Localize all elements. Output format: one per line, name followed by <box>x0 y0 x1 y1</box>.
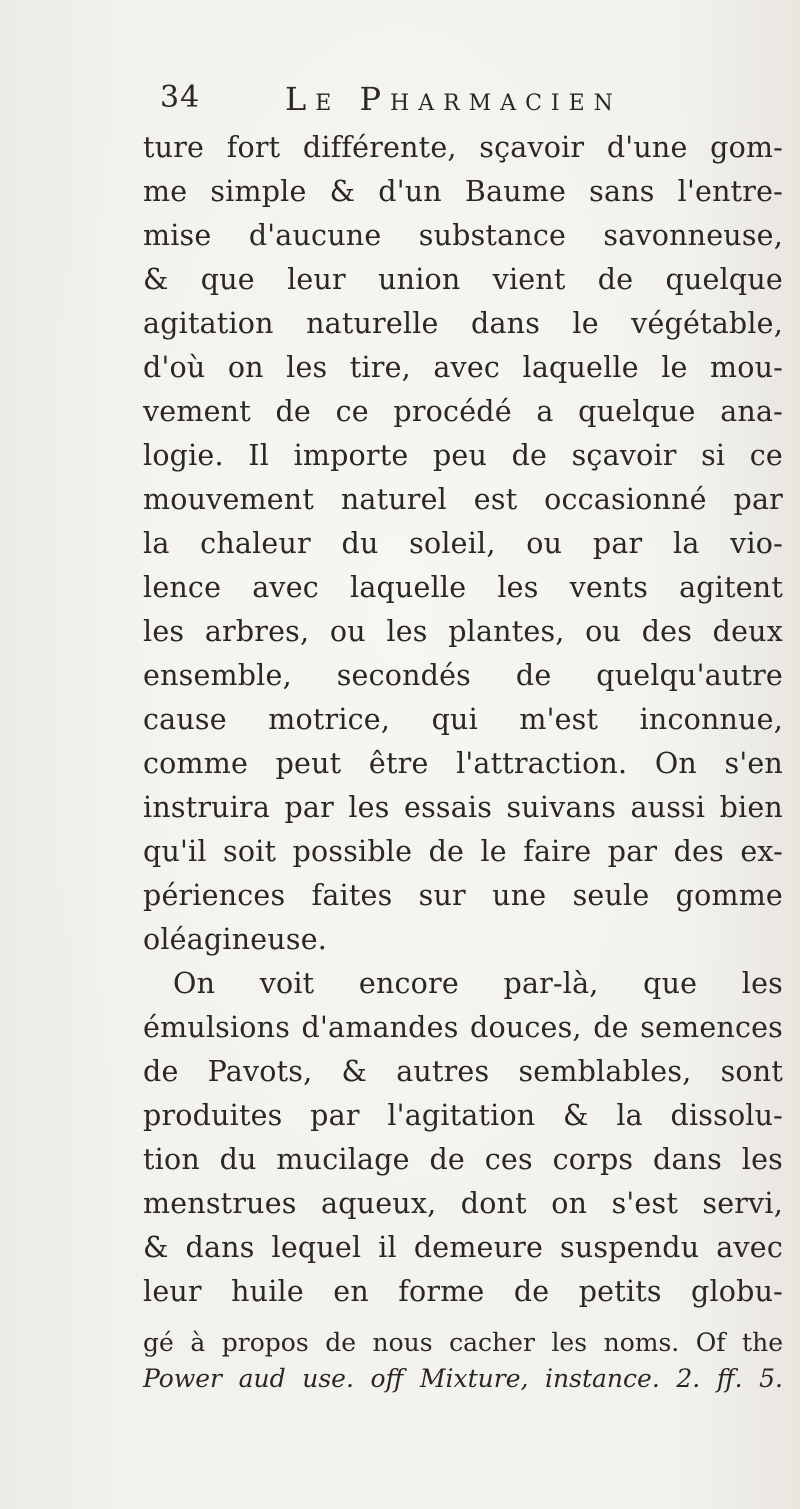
text-line: périences faites sur une seule gomme <box>143 879 783 912</box>
text-line: lence avec laquelle les vents agitent <box>143 571 783 604</box>
text-line: comme peut être l'attraction. On s'en <box>143 747 783 780</box>
text-line: d'où on les tire, avec laquelle le mou- <box>143 351 783 384</box>
text-line: menstrues aqueux, dont on s'est servi, <box>143 1187 783 1220</box>
paragraph-1 <box>143 126 783 962</box>
text-line: vement de ce procédé a quelque ana- <box>143 395 783 428</box>
text-line: & dans lequel il demeure suspendu avec <box>143 1231 783 1264</box>
text-line: produites par l'agitation & la dissolu- <box>143 1099 783 1132</box>
text-line: mise d'aucune substance savonneuse, <box>143 219 783 252</box>
text-line: de Pavots, & autres semblables, sont <box>143 1055 783 1088</box>
text-line: & que leur union vient de quelque <box>143 263 783 296</box>
paragraph-2 <box>143 962 783 1314</box>
text-line: On voit encore par-là, que les <box>173 967 783 1000</box>
text-line: émulsions d'amandes douces, de semences <box>143 1011 783 1044</box>
text-line: ture fort différente, sçavoir d'une gom- <box>143 131 783 164</box>
text-line: leur huile en forme de petits globu- <box>143 1275 783 1308</box>
text-line: ensemble, secondés de quelqu'autre <box>143 659 783 692</box>
running-head: Le Pharmacien <box>285 80 622 118</box>
body-text <box>143 126 783 1314</box>
text-line: tion du mucilage de ces corps dans les <box>143 1143 783 1176</box>
text-line: instruira par les essais suivans aussi bien <box>143 791 783 824</box>
text-line: oléagineuse. <box>143 923 328 956</box>
text-line: la chaleur du soleil, ou par la vio- <box>143 527 783 560</box>
text-line: logie. Il importe peu de sçavoir si ce <box>143 439 783 472</box>
footnote-line: Power aud use. off Mixture, instance. 2. ff. 5. <box>143 1364 783 1393</box>
page-header <box>160 80 720 122</box>
page-number: 34 <box>160 80 201 115</box>
text-line: cause motrice, qui m'est inconnue, <box>143 703 783 736</box>
text-line: qu'il soit possible de le faire par des ex- <box>143 835 783 868</box>
footnote <box>143 1325 783 1397</box>
text-line: mouvement naturel est occasionné par <box>143 483 783 516</box>
footnote-line: gé à propos de nous cacher les noms. Of the <box>143 1328 783 1357</box>
text-line: me simple & d'un Baume sans l'entre- <box>143 175 783 208</box>
text-line: les arbres, ou les plantes, ou des deux <box>143 615 783 648</box>
text-line: agitation naturelle dans le végétable, <box>143 307 783 340</box>
